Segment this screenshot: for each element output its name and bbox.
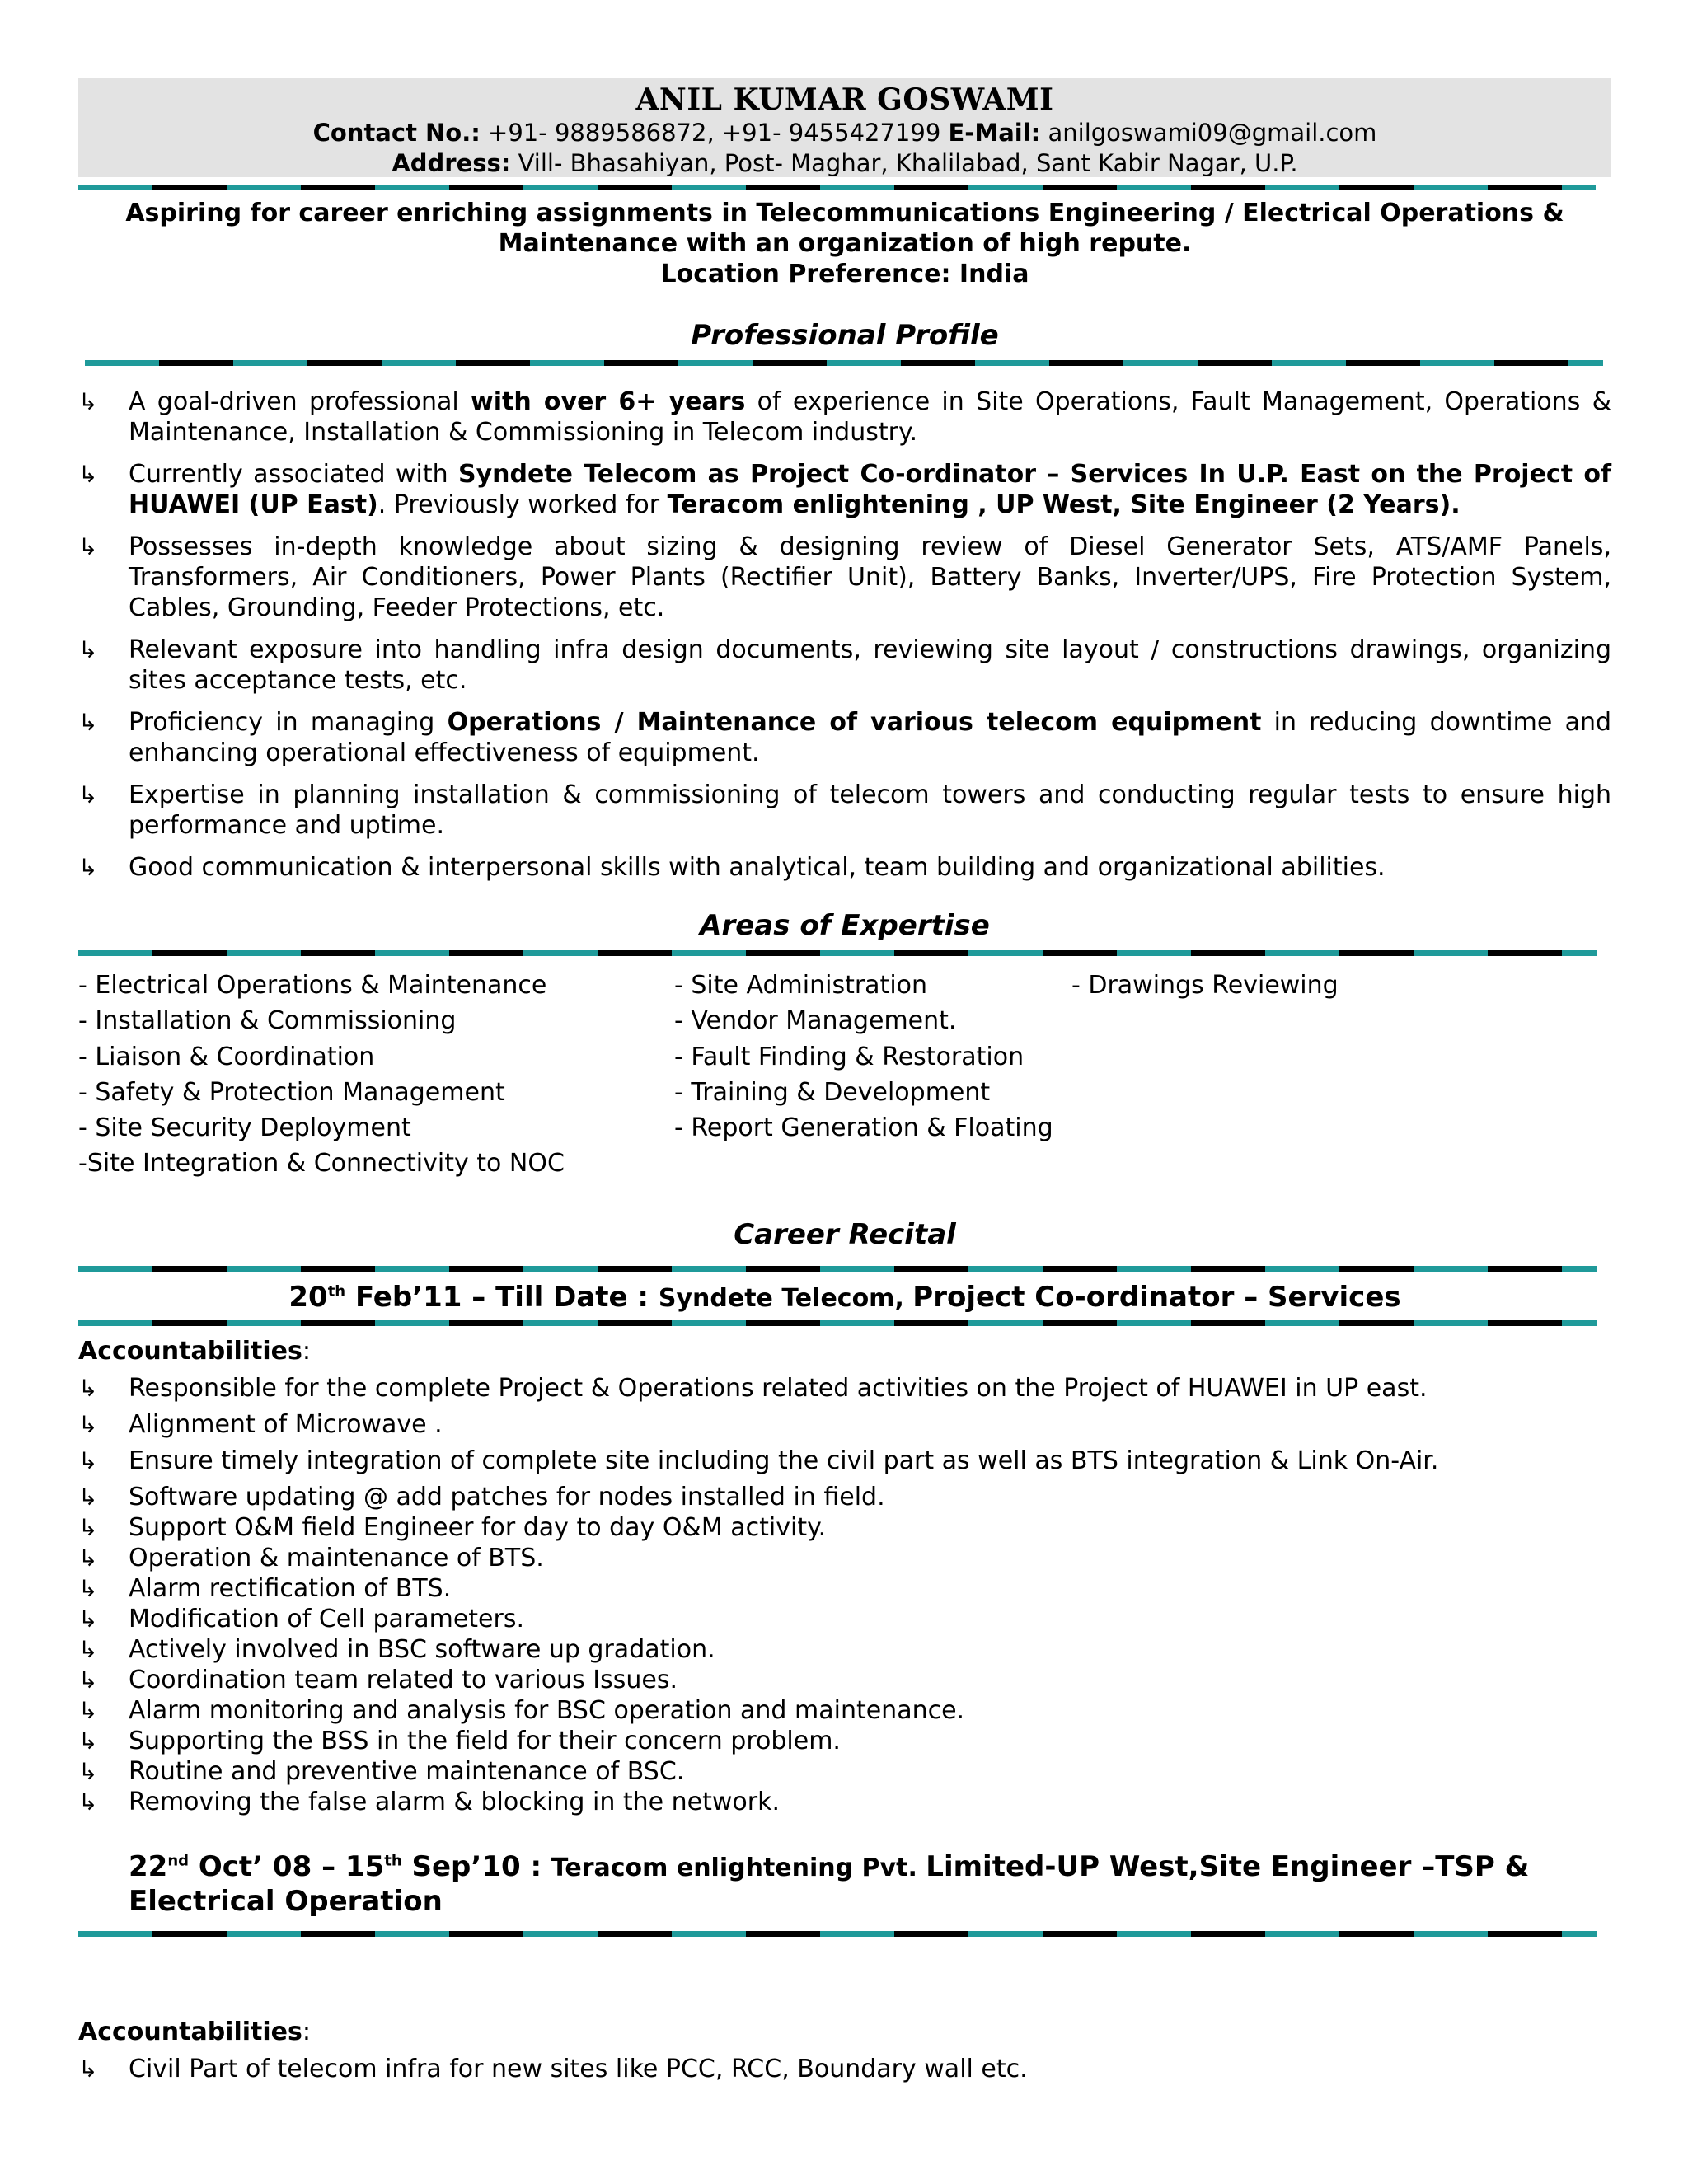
list-item: ↳ Support O&M field Engineer for day to day O&M activity. [78,1513,827,1542]
list-item: ↳ Supporting the BSS in the field for their concern problem. [78,1727,841,1755]
hooked-arrow-icon: ↳ [78,1697,98,1724]
hooked-arrow-icon: ↳ [78,2055,98,2083]
job-heading: 20th Feb’11 – Till Date : Syndete Telecom, Project Co-ordinator – Services [288,1281,1401,1314]
expertise-item: -Site Integration & Connectivity to NOC [78,1149,565,1179]
expertise-column [1071,968,1339,1003]
section-title-expertise: Areas of Expertise [700,909,990,942]
accountabilities-label: Accountabilities: [78,2018,311,2046]
hooked-arrow-icon: ↳ [78,854,98,881]
objective-line: Aspiring for career enriching assignments in Telecommunications Engineering / Electrical Operations & [125,199,1564,227]
hooked-arrow-icon: ↳ [78,1514,98,1541]
job2-accountabilities [78,2054,1611,2084]
hooked-arrow-icon: ↳ [78,1375,98,1402]
divider-bar [78,1266,1597,1272]
list-item: ↳ Operation & maintenance of BTS. [78,1544,544,1572]
list-item: ↳ Proficiency in managing Operations / Maintenance of various telecom equipment in reducing downtime and enhancing operational effectiveness of equipment. [78,708,1612,767]
hooked-arrow-icon: ↳ [78,781,98,808]
profile-list [78,387,1611,894]
section-title-career: Career Recital [734,1218,956,1251]
candidate-name: ANIL KUMAR GOSWAMI [635,82,1054,117]
objective-line: Maintenance with an organization of high repute. [498,229,1192,258]
expertise-item: - Installation & Commissioning [78,1006,457,1036]
address-line [78,148,1611,179]
hooked-arrow-icon: ↳ [78,709,98,736]
expertise-column [674,968,1053,1146]
hooked-arrow-icon: ↳ [78,1758,98,1785]
expertise-item: - Report Generation & Floating [674,1113,1053,1143]
hooked-arrow-icon: ↳ [78,388,98,415]
list-item: ↳ Possesses in-depth knowledge about sizing & designing review of Diesel Generator Sets, ATS/AMF Panels, Transformers, Air Conditioners, Power Plants (Rectifier Unit), Battery Banks, Inverter/UPS, Fire Protection System, Cables, Grounding, Feeder Protections, etc. [78,532,1611,622]
accountabilities-label: Accountabilities: [78,1337,311,1366]
contact-label: Contact No.: [312,119,481,147]
hooked-arrow-icon: ↳ [78,461,98,488]
hooked-arrow-icon: ↳ [78,1605,98,1633]
hooked-arrow-icon: ↳ [78,1575,98,1602]
expertise-item: - Electrical Operations & Maintenance [78,971,547,1000]
hooked-arrow-icon: ↳ [78,1411,98,1438]
list-item: ↳ A goal-driven professional with over 6+ years of experience in Site Operations, Fault Management, Operations & Maintenance, Installation & Commissioning in Telecom industry. [78,387,1612,447]
address-label: Address: [392,149,511,177]
expertise-item: - Site Administration [674,971,928,1000]
expertise-item: - Vendor Management. [674,1006,957,1036]
expertise-column [78,968,565,1182]
section-title-profile: Professional Profile [691,319,999,352]
hooked-arrow-icon: ↳ [78,533,98,560]
list-item: ↳ Relevant exposure into handling infra design documents, reviewing site layout / constructions drawings, organizing sites acceptance tests, etc. [78,635,1611,695]
hooked-arrow-icon: ↳ [78,1544,98,1572]
job1-accountabilities [78,1373,1611,1817]
list-item: ↳ Good communication & interpersonal skills with analytical, team building and organizational abilities. [78,853,1386,882]
list-item: ↳ Alarm rectification of BTS. [78,1574,452,1603]
location-preference: Location Preference: India [660,260,1029,288]
divider-bar [85,360,1603,366]
hooked-arrow-icon: ↳ [78,1666,98,1694]
hooked-arrow-icon: ↳ [78,1727,98,1755]
divider-bar [78,1931,1597,1937]
list-item: ↳ Currently associated with Syndete Telecom as Project Co-ordinator – Services In U.P. East on the Project of HUAWEI (UP East). Previously worked for Teracom enlightening , UP West, Site Engineer (2 Years). [78,460,1611,519]
contact-value: +91- 9889586872, +91- 9455427199 [480,119,949,147]
list-item: ↳ Modification of Cell parameters. [78,1605,524,1633]
list-item: ↳ Actively involved in BSC software up gradation. [78,1635,715,1664]
hooked-arrow-icon: ↳ [78,636,98,663]
divider-bar [78,950,1597,956]
list-item: ↳ Civil Part of telecom infra for new sites like PCC, RCC, Boundary wall etc. [78,2055,1028,2083]
list-item: ↳ Alarm monitoring and analysis for BSC operation and maintenance. [78,1696,965,1725]
list-item: ↳ Software updating @ add patches for nodes installed in field. [78,1483,885,1511]
job-heading: 22nd Oct’ 08 – 15th Sep’10 : Teracom enlightening Pvt. Limited-UP West,Site Engineer –TSP & Electrical Operation [129,1850,1530,1918]
list-item: ↳ Ensure timely integration of complete site including the civil part as well as BTS integration & Link On-Air. [78,1446,1439,1475]
email-value: anilgoswami09@gmail.com [1040,119,1377,147]
list-item: ↳ Responsible for the complete Project & Operations related activities on the Project of HUAWEI in UP east. [78,1374,1428,1403]
hooked-arrow-icon: ↳ [78,1483,98,1511]
list-item: ↳ Coordination team related to various Issues. [78,1666,678,1694]
expertise-item: - Liaison & Coordination [78,1042,375,1071]
list-item: ↳ Removing the false alarm & blocking in the network. [78,1788,781,1816]
hooked-arrow-icon: ↳ [78,1788,98,1816]
address-value: Vill- Bhasahiyan, Post- Maghar, Khalilabad, Sant Kabir Nagar, U.P. [510,149,1298,177]
list-item: ↳ Routine and preventive maintenance of BSC. [78,1757,685,1786]
expertise-item: - Training & Development [674,1077,991,1107]
expertise-item: - Drawings Reviewing [1071,971,1339,1000]
list-item: ↳ Alignment of Microwave . [78,1410,443,1439]
hooked-arrow-icon: ↳ [78,1636,98,1663]
list-item: ↳ Expertise in planning installation & commissioning of telecom towers and conducting regular tests to ensure high performance and uptime. [78,780,1611,840]
resume-header [78,78,1611,177]
contact-line [78,118,1611,148]
hooked-arrow-icon: ↳ [78,1447,98,1474]
expertise-item: - Site Security Deployment [78,1113,411,1143]
email-label: E-Mail: [948,119,1041,147]
objective [78,198,1611,289]
divider-bar [78,1320,1597,1326]
divider-bar [78,185,1596,190]
expertise-item: - Safety & Protection Management [78,1077,505,1107]
expertise-item: - Fault Finding & Restoration [674,1042,1025,1071]
